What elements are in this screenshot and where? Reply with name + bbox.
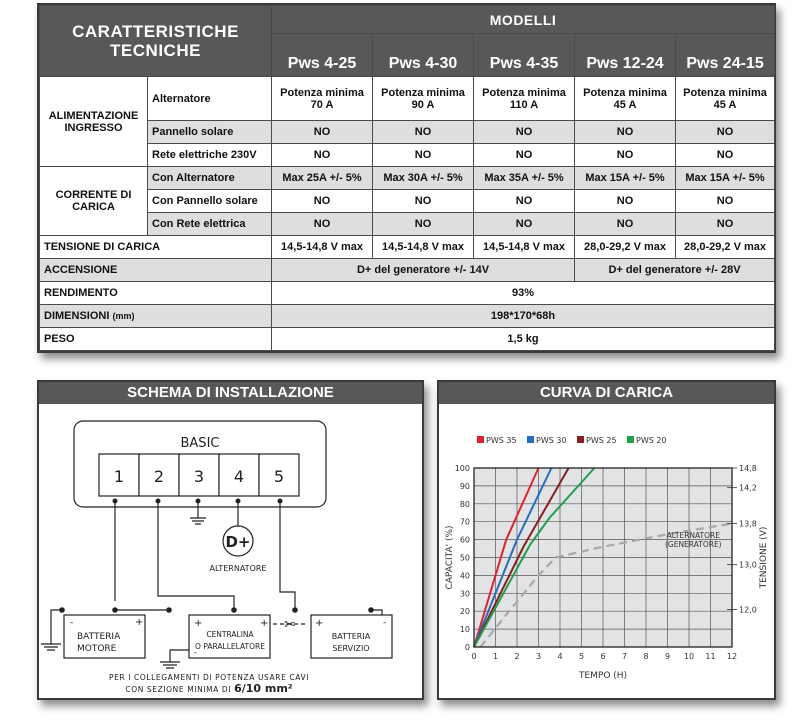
voltage-curve-label: (GENERATORE) <box>664 539 722 549</box>
table-row <box>40 77 775 121</box>
wire <box>280 501 295 609</box>
row-label: Alternatore <box>148 77 272 121</box>
terminal-label: 4 <box>233 467 245 486</box>
legend-label: PWS 30 <box>536 436 567 445</box>
x-tick-label: 10 <box>683 652 695 661</box>
row-label: Con Rete elettrica <box>148 213 272 236</box>
terminal-label: 3 <box>193 467 205 486</box>
row-label: Rete elettriche 230V <box>148 144 272 167</box>
junction-dot <box>196 499 201 504</box>
group-line: CARICA <box>72 201 115 214</box>
battery-motor-label: MOTORE <box>77 644 117 654</box>
model-header: Pws 24-15 <box>676 34 775 77</box>
table-cell: 14,5-14,8 V max <box>272 236 373 259</box>
y-tick-label: 60 <box>459 535 470 545</box>
table-cell: NO <box>676 213 775 236</box>
table-cell: NO <box>474 190 575 213</box>
wire <box>158 501 234 609</box>
x-tick-label: 0 <box>471 652 477 661</box>
legend-label: PWS 35 <box>486 436 517 445</box>
installation-schema-panel <box>37 380 424 700</box>
charge-curve-chart <box>439 404 774 700</box>
y-tick-label: 10 <box>459 625 470 635</box>
row-label: Pannello solare <box>148 121 272 144</box>
row-label: TENSIONE DI CARICA <box>40 236 272 259</box>
table-row <box>40 190 775 213</box>
table-cell: NO <box>373 190 474 213</box>
table-cell <box>373 77 474 121</box>
junction-dot <box>368 607 374 613</box>
y-tick-label: 0 <box>464 643 470 652</box>
table-cell: D+ del generatore +/- 14V <box>272 259 575 282</box>
battery-motor-minus: - <box>70 618 74 628</box>
cell-line: Potenza minima <box>683 86 767 99</box>
battery-service-minus: - <box>383 618 387 628</box>
group-label-corrente <box>40 167 148 236</box>
y-tick-label: 50 <box>459 553 470 563</box>
group-label-alimentazione <box>40 77 148 167</box>
legend-swatch <box>577 436 584 443</box>
cable-note-value: 6/10 mm² <box>234 682 293 695</box>
table-cell: NO <box>373 121 474 144</box>
controller-plus-left: + <box>194 618 203 629</box>
spec-table-panel <box>37 3 776 353</box>
cell-line: 110 A <box>509 98 539 111</box>
table-cell: NO <box>474 213 575 236</box>
controller-label: O PARALLELATORE <box>195 642 265 651</box>
spec-title-line1: CARATTERISTICHE <box>72 22 239 41</box>
cell-line: 45 A <box>713 98 737 111</box>
table-cell <box>272 77 373 121</box>
table-cell: Max 15A +/- 5% <box>575 167 676 190</box>
junction-dot <box>59 607 65 613</box>
x-tick-label: 4 <box>557 652 563 661</box>
controller-plus-right: + <box>260 618 269 629</box>
table-cell: Max 35A +/- 5% <box>474 167 575 190</box>
controller-minus: - <box>194 648 197 657</box>
x-ticks <box>471 652 737 661</box>
ground-icon <box>190 518 206 524</box>
table-row <box>40 213 775 236</box>
y2-tick-label: 13,0 <box>739 560 757 570</box>
table-row <box>40 327 775 350</box>
controller-label: CENTRALINA <box>206 630 254 639</box>
table-row <box>40 281 775 304</box>
y-tick-label: 90 <box>459 481 470 491</box>
group-line: INGRESSO <box>64 121 123 134</box>
battery-service-label: BATTERIA <box>331 632 371 641</box>
y2-tick-label: 13,8 <box>739 519 757 529</box>
cell-line: 90 A <box>411 98 435 111</box>
row-label-unit: (mm) <box>112 310 135 321</box>
model-header: Pws 4-25 <box>272 34 373 77</box>
table-cell: 198*170*68h <box>272 304 775 327</box>
spec-title-line2: TECNICHE <box>110 41 201 60</box>
battery-service-label: SERVIZIO <box>332 644 370 653</box>
table-cell: NO <box>373 213 474 236</box>
table-cell: NO <box>272 190 373 213</box>
table-cell: NO <box>676 144 775 167</box>
y2-tick-label: 12,0 <box>739 605 757 615</box>
voltage-curve-label: ALTERNATORE <box>666 530 721 540</box>
table-cell: NO <box>272 213 373 236</box>
group-line: CORRENTE DI <box>55 189 132 202</box>
table-cell: Max 25A +/- 5% <box>272 167 373 190</box>
table-cell: NO <box>373 144 474 167</box>
terminal-label: 5 <box>273 467 285 486</box>
y2-tick-label: 14,2 <box>739 483 757 493</box>
junction-dot <box>113 499 118 504</box>
table-cell: Max 30A +/- 5% <box>373 167 474 190</box>
row-label: Con Alternatore <box>148 167 272 190</box>
models-header: MODELLI <box>272 6 775 34</box>
table-cell: D+ del generatore +/- 28V <box>575 259 775 282</box>
cell-line: Potenza minima <box>482 86 566 99</box>
charge-curve-panel <box>437 380 776 700</box>
junction-dot <box>278 499 283 504</box>
y-tick-label: 40 <box>459 571 470 581</box>
device-label: BASIC <box>180 436 220 451</box>
cable-note-prefix: CON SEZIONE MINIMA DI <box>125 685 235 694</box>
y2-axis-label: TENSIONE (V) <box>759 526 769 589</box>
x-tick-label: 11 <box>705 652 716 661</box>
y-axis-label: CAPACITA' (%) <box>445 525 455 590</box>
table-cell: 14,5-14,8 V max <box>474 236 575 259</box>
table-cell: 28,0-29,2 V max <box>575 236 676 259</box>
row-label-text: DIMENSIONI <box>44 309 110 322</box>
x-axis-label: TEMPO (H) <box>578 671 628 681</box>
x-tick-label: 2 <box>514 652 520 661</box>
cell-line: 45 A <box>613 98 637 111</box>
terminal-label: 1 <box>113 467 125 486</box>
battery-motor-plus: + <box>135 617 144 628</box>
cable-note-line1: PER I COLLEGAMENTI DI POTENZA USARE CAVI <box>108 673 310 682</box>
model-header: Pws 4-35 <box>474 34 575 77</box>
table-cell: NO <box>575 190 676 213</box>
model-header: Pws 12-24 <box>575 34 676 77</box>
y-ticks <box>455 464 470 652</box>
table-row <box>40 144 775 167</box>
table-row <box>40 259 775 282</box>
chart-title: CURVA DI CARICA <box>439 382 774 404</box>
legend-label: PWS 25 <box>586 436 617 445</box>
table-cell: 28,0-29,2 V max <box>676 236 775 259</box>
table-cell: 93% <box>272 281 775 304</box>
junction-dot <box>112 607 118 613</box>
table-cell: NO <box>676 121 775 144</box>
y-tick-label: 100 <box>454 464 470 473</box>
table-row <box>40 121 775 144</box>
table-cell: NO <box>575 213 676 236</box>
wire <box>51 610 62 644</box>
ground-icon <box>160 662 180 668</box>
row-label: ACCENSIONE <box>40 259 272 282</box>
table-cell <box>474 77 575 121</box>
legend <box>477 436 667 445</box>
cell-line: Potenza minima <box>280 86 364 99</box>
legend-swatch <box>527 436 534 443</box>
x-tick-label: 3 <box>535 652 542 661</box>
battery-motor-label: BATTERIA <box>77 632 121 642</box>
junction-dot <box>156 499 161 504</box>
table-row <box>40 167 775 190</box>
alternator-label: ALTERNATORE <box>209 564 267 573</box>
x-tick-label: 8 <box>643 652 649 661</box>
table-cell: Max 15A +/- 5% <box>676 167 775 190</box>
cell-line: Potenza minima <box>381 86 465 99</box>
table-cell: NO <box>575 144 676 167</box>
cell-line: 70 A <box>310 98 334 111</box>
ground-icon <box>41 644 61 650</box>
row-label <box>40 304 272 327</box>
terminal-label: 2 <box>153 467 165 486</box>
table-row <box>40 236 775 259</box>
table-cell: 14,5-14,8 V max <box>373 236 474 259</box>
junction-dot <box>231 607 237 613</box>
y2-tick-label: 14,8 <box>739 464 757 473</box>
table-cell: NO <box>272 121 373 144</box>
junction-dot <box>292 607 298 613</box>
scissors-icon: ✂ <box>284 617 296 633</box>
table-cell: NO <box>474 121 575 144</box>
x-tick-label: 1 <box>492 652 499 661</box>
table-cell: NO <box>676 190 775 213</box>
x-tick-label: 7 <box>621 652 628 661</box>
cell-line: Potenza minima <box>583 86 667 99</box>
legend-swatch <box>627 436 634 443</box>
y-tick-label: 30 <box>459 589 470 599</box>
spec-title <box>40 6 272 77</box>
schema-title: SCHEMA DI INSTALLAZIONE <box>39 382 422 404</box>
table-cell: 1,5 kg <box>272 327 775 350</box>
table-cell: NO <box>575 121 676 144</box>
x-tick-label: 6 <box>600 652 606 661</box>
cable-note-line2 <box>125 682 292 695</box>
y-tick-label: 20 <box>459 607 470 617</box>
table-cell <box>676 77 775 121</box>
spec-table <box>39 5 775 351</box>
row-label: RENDIMENTO <box>40 281 272 304</box>
battery-service-plus: + <box>315 618 324 629</box>
y-tick-label: 80 <box>459 499 470 509</box>
y-tick-label: 70 <box>459 517 470 527</box>
model-header: Pws 4-30 <box>373 34 474 77</box>
table-cell: NO <box>272 144 373 167</box>
legend-swatch <box>477 436 484 443</box>
junction-dot <box>166 607 172 613</box>
x-tick-label: 9 <box>664 652 671 661</box>
x-tick-label: 5 <box>578 652 585 661</box>
table-cell: NO <box>474 144 575 167</box>
junction-dot <box>236 499 241 504</box>
x-tick-label: 12 <box>726 652 738 661</box>
wiring-diagram <box>39 404 422 700</box>
row-label: PESO <box>40 327 272 350</box>
legend-label: PWS 20 <box>636 436 667 445</box>
group-line: ALIMENTAZIONE <box>48 109 139 122</box>
row-label: Con Pannello solare <box>148 190 272 213</box>
table-cell <box>575 77 676 121</box>
alternator-symbol: D+ <box>225 533 251 551</box>
table-row <box>40 304 775 327</box>
